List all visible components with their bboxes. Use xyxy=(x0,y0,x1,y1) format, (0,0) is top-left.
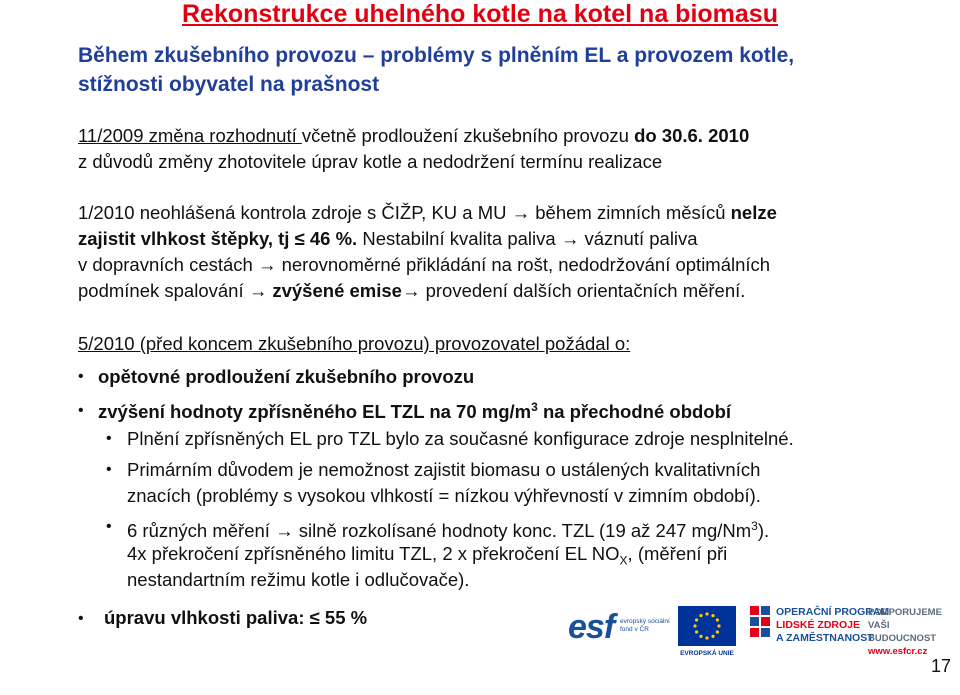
subtitle-line-1: Během zkušebního provozu – problémy s plněním EL a provozem kotle, xyxy=(78,44,795,67)
op-emblem-icon xyxy=(750,606,772,648)
uneven-text: nerovnoměrné přikládání na rošt, nedodržování optimálních xyxy=(276,254,771,275)
closing-text: ). xyxy=(757,520,770,542)
page-number: 17 xyxy=(931,656,952,676)
less-equal-icon: ≤ xyxy=(309,607,320,628)
inspection-text: 1/2010 neohlášená kontrola zdroje s ČIŽP, KU a MU xyxy=(78,202,512,223)
arrow-icon: → xyxy=(248,280,268,301)
sub-bullet-2-line-1: Primárním důvodem je nemožnost zajistit biomasu o ustálených kvalitativních xyxy=(127,459,761,480)
sub-bullet-2-line-2: znacích (problémy s vysokou vlhkostí = nízkou výhřevností v zimním období). xyxy=(127,485,761,506)
bullet-icon: • xyxy=(106,461,112,478)
measurement-text: provedení dalších orientačních měření. xyxy=(420,280,746,301)
arrow-icon: → xyxy=(257,254,277,275)
decision-change-text: 11/2009 změna rozhodnutí xyxy=(78,125,302,146)
subtitle-line-2: stížnosti obyvatel na prašnost xyxy=(78,73,380,96)
measurement-note: , (měření při xyxy=(627,543,728,564)
values-text: silně rozkolísané hodnoty konc. TZL (19 až 247 mg/Nm xyxy=(293,520,752,542)
paragraph-1-line-1 xyxy=(78,123,749,149)
eu-stars-icon xyxy=(678,606,736,646)
bullet-icon: • xyxy=(78,610,84,627)
sub-bullet-1: Plnění zpřísněných EL pro TZL bylo za současné konfigurace zdroje nesplnitelné. xyxy=(127,428,794,449)
jam-text: váznutí paliva xyxy=(579,228,698,249)
cannot-text: nelze xyxy=(730,202,777,223)
emissions-text: zvýšené emise xyxy=(267,280,402,301)
sub-bullet-3-line-3: nestandartním režimu kotle i odlučovače). xyxy=(127,569,470,590)
eu-flag: EVROPSKÁ UNIE xyxy=(678,606,736,646)
unstable-text: Nestabilní kvalita paliva xyxy=(357,228,561,249)
subscript: X xyxy=(619,553,628,568)
paragraph-1-line-2: z důvodů změny zhotovitele úprav kotle a nedodržení termínu realizace xyxy=(78,151,663,172)
extension-text: včetně prodloužení zkušebního provozu xyxy=(301,125,635,146)
support-text: PODPORUJEME VAŠI BUDOUCNOST www.esfcr.cz xyxy=(868,607,942,657)
less-equal-icon: ≤ xyxy=(294,228,305,249)
moisture-limit: 55 % xyxy=(319,607,368,628)
measurements-text: 6 různých měření xyxy=(127,520,276,542)
transport-text: v dopravních cestách xyxy=(78,254,258,275)
paragraph-3: 5/2010 (před koncem zkušebního provozu) provozovatel požádal o: xyxy=(78,333,631,354)
slide-title: Rekonstrukce uhelného kotle na kotel na biomasu xyxy=(182,0,778,28)
funding-logos xyxy=(568,600,940,660)
esf-logo: esf evropský sociální fond v ČR xyxy=(568,608,670,646)
arrow-icon: → xyxy=(275,520,294,542)
paragraph-2-line-2 xyxy=(78,226,698,252)
transition-text: na přechodné období xyxy=(537,401,732,423)
arrow-icon: → xyxy=(401,280,421,301)
exceed-text: 4x překročení zpřísněného limitu TZL, 2 x překročení EL NO xyxy=(127,543,620,564)
arrow-icon: → xyxy=(511,202,531,223)
moisture-adjust-text: úpravu vlhkosti paliva: xyxy=(104,607,310,628)
paragraph-2-line-1 xyxy=(78,200,777,226)
bullet-3 xyxy=(104,607,367,629)
paragraph-2-line-4 xyxy=(78,278,745,304)
el-increase-text: zvýšení hodnoty zpřísněného EL TZL na 70 mg/m xyxy=(98,401,532,423)
deadline-text: do 30.6. 2010 xyxy=(634,125,750,146)
bullet-icon: • xyxy=(78,402,84,419)
bullet-1: opětovné prodloužení zkušebního provozu xyxy=(98,366,475,387)
paragraph-2-line-3 xyxy=(78,252,770,278)
bullet-2 xyxy=(98,400,731,423)
bullet-icon: • xyxy=(78,368,84,385)
moisture-value: 46 %. xyxy=(304,228,358,249)
bullet-icon: • xyxy=(106,518,112,535)
op-text: OPERAČNÍ PROGRAM LIDSKÉ ZDROJE A ZAMĚSTNANOST xyxy=(776,606,890,644)
superscript: 3 xyxy=(751,519,758,533)
winter-text: během zimních měsíců xyxy=(530,202,731,223)
superscript: 3 xyxy=(531,400,538,414)
arrow-icon: → xyxy=(560,228,580,249)
moisture-text: zajistit vlhkost štěpky, tj xyxy=(78,228,295,249)
conditions-text: podmínek spalování xyxy=(78,280,249,301)
bullet-icon: • xyxy=(106,430,112,447)
